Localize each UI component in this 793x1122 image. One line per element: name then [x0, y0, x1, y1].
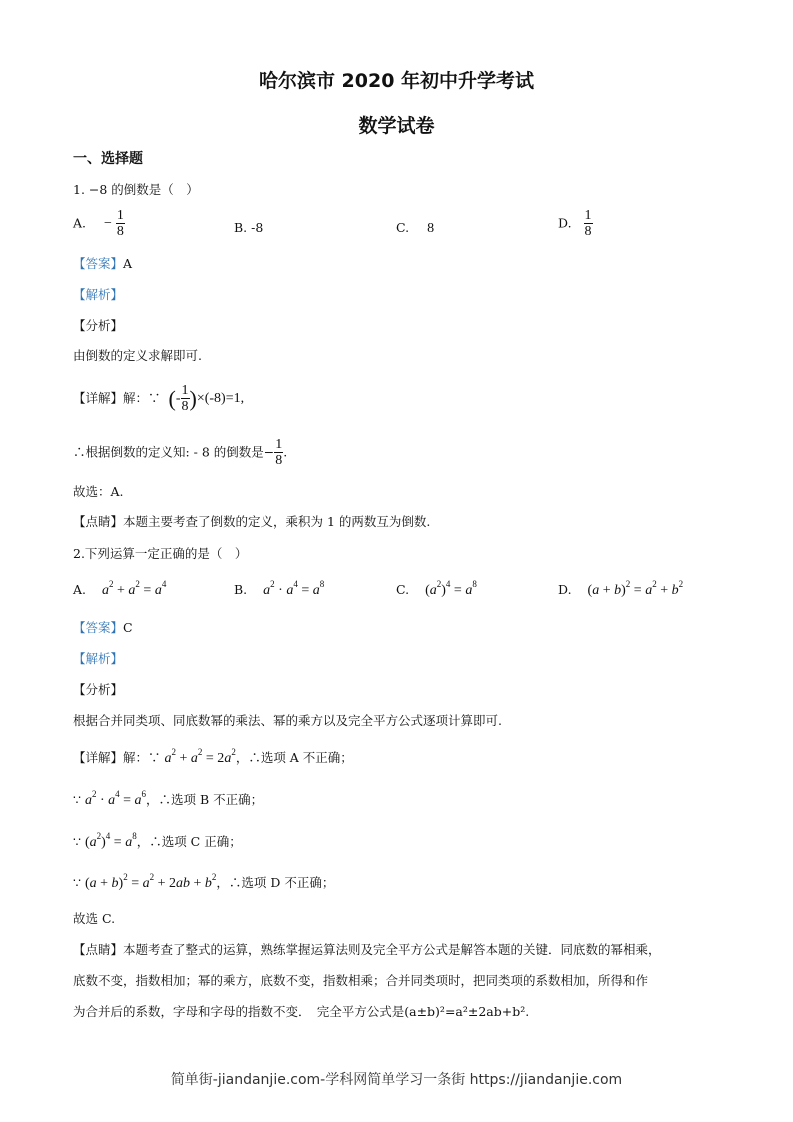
q1-therefore-denominator: 8: [275, 453, 283, 469]
q2-option-d-label: D.: [558, 582, 572, 597]
q1-detail-sign: -: [175, 390, 181, 406]
q1-therefore: [73, 437, 287, 469]
q2-detail-tag: 【详解】解：∵: [73, 750, 161, 765]
q2-comment-line-2: 底数不变，指数相加；幂的乘方，底数不变，指数相乘；合并同类项时，把同类项的系数相加，所得和作: [73, 973, 649, 988]
q2-option-b-expr: $a^2 \cdot a^4 = a^8$: [263, 579, 325, 598]
q2-comment-line-1: [73, 944, 661, 957]
q2-stem: 2.下列运算一定正确的是（ ）: [73, 546, 248, 561]
q1-option-d: [558, 208, 593, 240]
q2-detail-c-expr: $(a^2)^4 = a^8$: [84, 831, 137, 850]
q1-detail-fraction: [181, 383, 190, 415]
q2-option-c: [396, 579, 477, 598]
q2-detail-a-expr: $a^2 + a^2 = 2a^2$: [164, 747, 236, 766]
q2-option-b: [234, 579, 325, 598]
q1-comment-tag: 【点睛】: [73, 514, 124, 529]
q1-option-d-label: D.: [558, 215, 572, 231]
q2-detail-b-expr: $a^2 \cdot a^4 = a^6$: [84, 789, 147, 808]
q1-detail-numerator: 1: [181, 383, 189, 398]
page-title: 哈尔滨市 2020 年初中升学考试: [258, 70, 535, 92]
q1-comment-text: 本题主要考查了倒数的定义，乘积为 1 的两数互为倒数.: [123, 514, 431, 529]
q2-option-a-label: A.: [73, 582, 87, 597]
q2-choose: 故选 C.: [73, 911, 116, 926]
q2-option-c-expr: $(a^2)^4 = a^8$: [425, 579, 477, 598]
q1-detail-paren-close: ): [189, 385, 197, 411]
q1-option-a-fraction: [116, 208, 125, 240]
q1-detail-denominator: 8: [181, 399, 189, 415]
q2-analysis-tag: 【解析】: [73, 651, 124, 666]
page-subtitle: 数学试卷: [358, 115, 435, 137]
q1-option-a-denominator: 8: [116, 224, 124, 240]
q1-option-b: B. -8: [234, 220, 264, 235]
q1-option-a-numerator: 1: [116, 208, 124, 223]
q1-therefore-end: .: [283, 444, 288, 460]
q2-detail-a-end: ，∴选项 A 不正确；: [235, 750, 353, 765]
q2-detail-c: [73, 831, 242, 850]
q1-detail-paren-open: (: [168, 385, 176, 411]
q1-analysis-tag: 【解析】: [73, 287, 124, 302]
q1-answer-tag: 【答案】: [73, 256, 124, 271]
q2-detail-c-end: ，∴选项 C 正确；: [136, 834, 242, 849]
q1-choose: 故选：A.: [73, 484, 124, 499]
q1-fenxi-text: 由倒数的定义求解即可.: [73, 348, 202, 363]
q1-option-a: [73, 208, 125, 240]
section-heading: 一、选择题: [73, 151, 143, 167]
q2-option-d: [558, 579, 684, 598]
q1-option-c-label: C.: [396, 220, 410, 235]
q2-comment-text-1: 本题考查了整式的运算，熟练掌握运算法则及完全平方公式是解答本题的关键．同底数的幂相乘，: [123, 942, 661, 957]
q2-answer-value: C: [123, 620, 133, 635]
q2-detail-d-end: ，∴选项 D 不正确；: [216, 875, 335, 890]
q1-option-d-numerator: 1: [584, 208, 592, 223]
q2-detail-b-because: ∵: [73, 792, 81, 807]
q1-answer: [73, 258, 132, 271]
q1-stem: 1. −8 的倒数是（ ）: [73, 182, 199, 197]
q2-option-d-expr: $(a + b)^2 = a^2 + b^2$: [587, 579, 684, 598]
q1-answer-value: A: [123, 256, 133, 271]
page-footer: 简单街-jiandanjie.com-学科网简单学习一条街 https://jiandanjie.com: [170, 1072, 623, 1088]
q2-detail-a: [73, 747, 353, 766]
q1-detail-tag: 【详解】解：∵: [73, 390, 161, 406]
q2-option-a: [73, 579, 167, 598]
q1-option-c-value: 8: [427, 221, 435, 236]
q2-detail-d-expr: $(a + b)^2 = a^2 + 2ab + b^2$: [84, 872, 217, 891]
q1-option-a-label: A.: [73, 215, 87, 231]
q1-fenxi-tag: 【分析】: [73, 318, 124, 333]
q2-fenxi-tag: 【分析】: [73, 682, 124, 697]
q2-comment-line-3: 为合并后的系数，字母和字母的指数不变． 完全平方公式是(a±b)²=a²±2ab+b².: [73, 1004, 530, 1019]
q2-detail-b: [73, 789, 264, 808]
q1-option-d-fraction: [584, 208, 593, 240]
q2-detail-b-end: ，∴选项 B 不正确；: [146, 792, 264, 807]
q1-detail: [73, 383, 244, 415]
q2-option-b-label: B.: [234, 582, 248, 597]
q2-comment-tag: 【点睛】: [73, 942, 124, 957]
q2-fenxi-text: 根据合并同类项、同底数幂的乘法、幂的乘方以及完全平方公式逐项计算即可.: [73, 713, 502, 728]
q1-detail-rest: ×(-8)=1,: [196, 390, 245, 406]
q1-comment: [73, 516, 430, 529]
q2-detail-d: [73, 872, 335, 891]
q2-option-a-expr: $a^2 + a^2 = a^4$: [102, 579, 167, 598]
q2-answer: [73, 622, 133, 635]
q1-therefore-numerator: 1: [275, 437, 283, 452]
q2-answer-tag: 【答案】: [73, 620, 124, 635]
q1-therefore-text: ∴根据倒数的定义知: - 8 的倒数是−: [73, 444, 275, 460]
q2-detail-d-because: ∵: [73, 875, 81, 890]
q1-option-a-sign: −: [104, 215, 112, 231]
q2-option-c-label: C.: [396, 582, 410, 597]
q2-detail-c-because: ∵: [73, 834, 81, 849]
q1-therefore-fraction: [274, 437, 283, 469]
q1-option-c: [396, 222, 434, 236]
q1-option-d-denominator: 8: [584, 224, 592, 240]
